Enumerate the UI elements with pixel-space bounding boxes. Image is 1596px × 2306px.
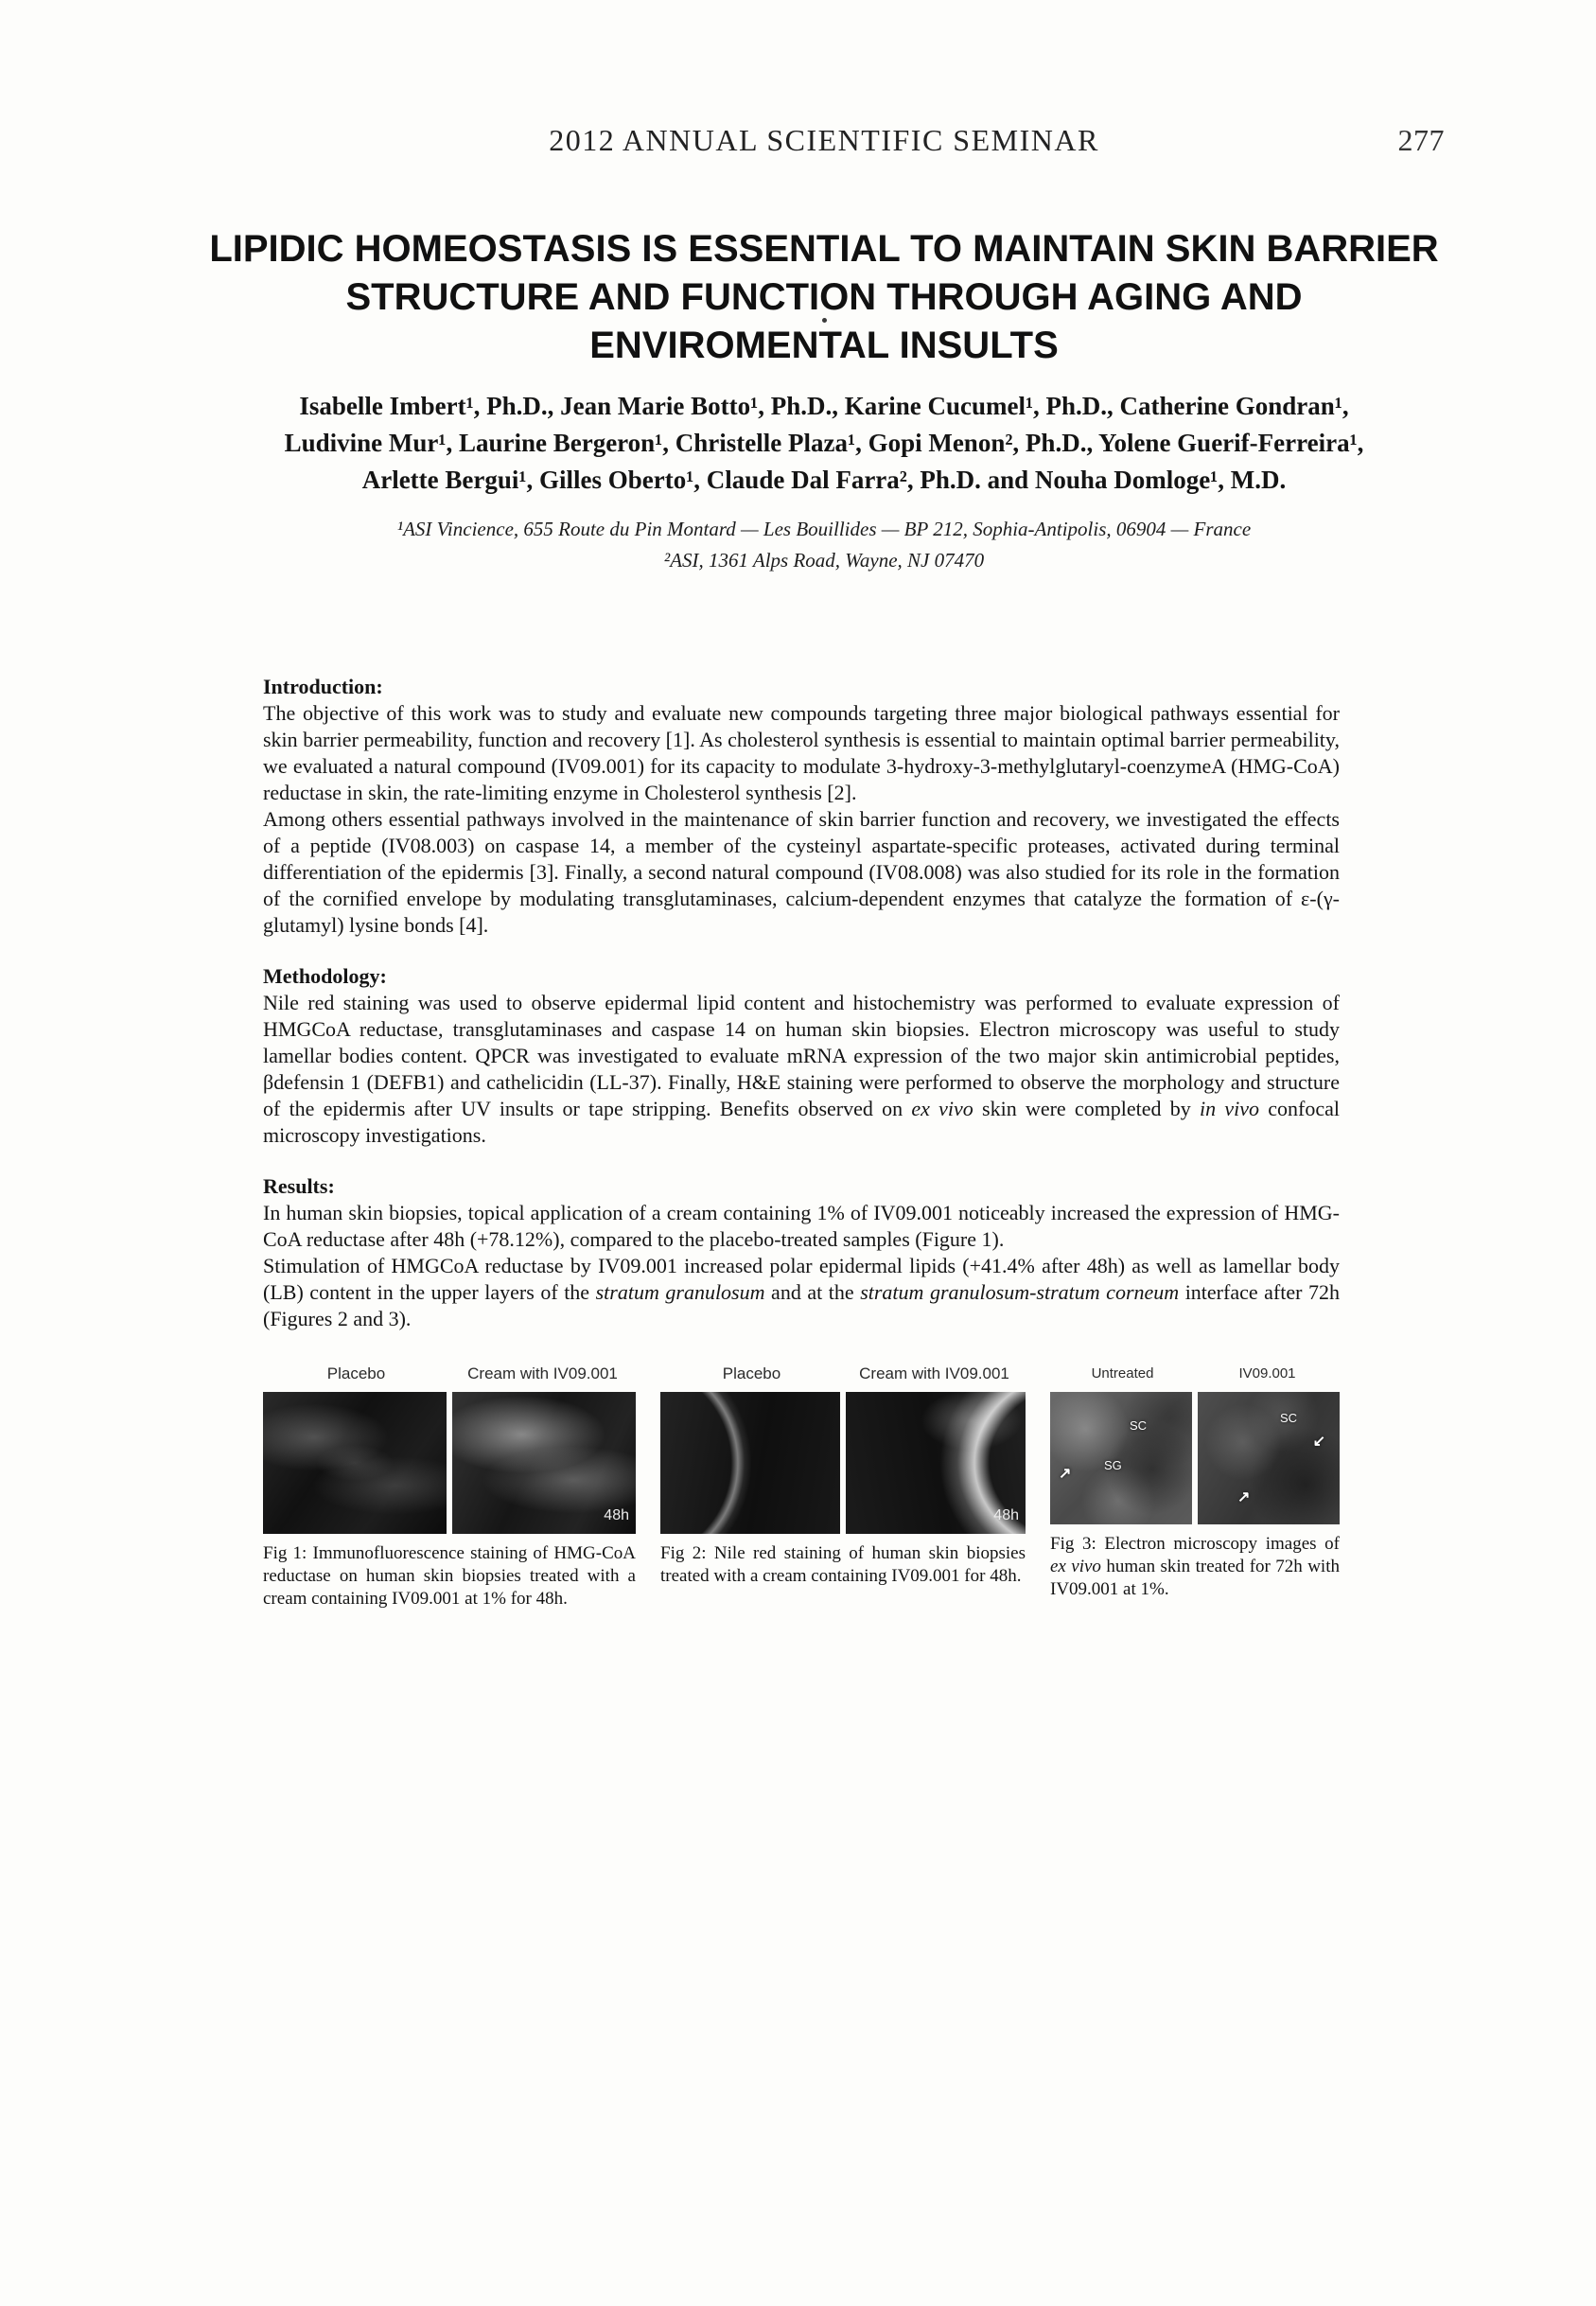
- figure-2-labels: [660, 1361, 1026, 1387]
- introduction-heading: Introduction:: [263, 675, 383, 698]
- annotation-arrow-icon: ↗: [1237, 1489, 1251, 1505]
- section-results: [263, 1173, 1340, 1332]
- figure-2: [660, 1361, 1026, 1588]
- figure-1-placebo-micrograph: [263, 1392, 447, 1534]
- introduction-paragraph-1: The objective of this work was to study and evaluate new compounds targeting three major biological pathways essential for skin barrier permeability, function and recovery [1]. As cholesterol synthesis is essential to maintain optimal barrier permeability, we evaluated a natural compound (IV09.001) for its capacity to modulate 3-hydroxy-3-methylglutaryl-coenzymeA (HMG-CoA) reductase in skin, the rate-limiting enzyme in Cholesterol synthesis [2].: [263, 701, 1340, 804]
- results-heading: Results:: [263, 1174, 335, 1198]
- section-introduction: [263, 674, 1340, 939]
- article-title-line-1: LIPIDIC HOMEOSTASIS IS ESSENTIAL TO MAINTAIN SKIN BARRIER: [209, 228, 1439, 270]
- figure-3: [1050, 1361, 1340, 1601]
- figure-1: [263, 1361, 636, 1611]
- methodology-paragraph-1: Nile red staining was used to observe epidermal lipid content and histochemistry was performed to evaluate expression of HMGCoA reductase, transglutaminases and caspase 14 on human skin biopsies. Electron microscopy was useful to study lamellar bodies content. QPCR was investigated to evaluate mRNA expression of the two major skin antimicrobial peptides, βdefensin 1 (DEFB1) and cathelicidin (LL-37). Finally, H&E staining were performed to observe the morphology and structure of the epidermis after UV insults or tape stripping. Benefits observed on ex vivo skin were completed by in vivo confocal microscopy investigations.: [263, 991, 1341, 1147]
- figure-1-images: [263, 1392, 636, 1534]
- running-head: [203, 123, 1445, 158]
- affiliation-2: ²ASI, 1361 Alps Road, Wayne, NJ 07470: [663, 549, 985, 572]
- figure-1-caption: Fig 1: Immunofluorescence staining of HMG-CoA reductase on human skin biopsies treated with a cream containing IV09.001 at 1% for 48h.: [263, 1543, 636, 1609]
- annotation-arrow-icon: ↗: [1059, 1465, 1072, 1482]
- results-paragraph-2: Stimulation of HMGCoA reductase by IV09.001 increased polar epidermal lipids (+41.4% after 48h) as well as lamellar body (LB) content in the upper layers of the stratum granulosum and at the stratum granulosum-stratum corneum interface after 72h (Figures 2 and 3).: [263, 1254, 1340, 1330]
- sc-annotation: SC: [1280, 1411, 1298, 1425]
- running-head-title: 2012 ANNUAL SCIENTIFIC SEMINAR: [549, 123, 1099, 157]
- introduction-paragraph-2: Among others essential pathways involved in the maintenance of skin barrier function and recovery, we investigated the effects of a peptide (IV08.003) on caspase 14, a member of the cysteinyl aspartate-specific proteases, activated during terminal differentiation of the epidermis [3]. Finally, a second natural compound (IV08.008) was also studied for its role in the formation of the cornified envelope by modulating transglutaminases, calcium-dependent enzymes that catalyze the formation of ε-(γ-glutamyl) lysine bonds [4].: [263, 807, 1340, 937]
- figure-3-label-treated: IV09.001: [1238, 1365, 1296, 1382]
- figure-1-label-placebo: Placebo: [326, 1364, 386, 1382]
- figure-2-label-treated: Cream with IV09.001: [859, 1364, 1009, 1382]
- figure-3-treated-micrograph: [1198, 1392, 1340, 1524]
- page-number: 277: [1397, 123, 1445, 157]
- author-line-3: Arlette Bergui¹, Gilles Oberto¹, Claude Dal Farra², Ph.D. and Nouha Domloge¹, M.D.: [361, 466, 1287, 494]
- figure-3-label-untreated: Untreated: [1091, 1365, 1154, 1382]
- figure-2-images: [660, 1392, 1026, 1534]
- figures-row: [263, 1361, 1340, 1611]
- figure-3-untreated-micrograph: [1050, 1392, 1192, 1524]
- time-label-48h: 48h: [604, 1507, 629, 1523]
- methodology-heading: Methodology:: [263, 964, 387, 988]
- author-line-2: Ludivine Mur¹, Laurine Bergeron¹, Christelle Plaza¹, Gopi Menon², Ph.D., Yolene Guerif-Ferreira¹,: [284, 429, 1364, 457]
- article-body: [263, 674, 1340, 1611]
- sg-annotation: SG: [1104, 1458, 1122, 1473]
- section-methodology: [263, 963, 1340, 1149]
- figure-1-treated-micrograph: [452, 1392, 636, 1534]
- sc-annotation: SC: [1130, 1418, 1148, 1434]
- affiliation-1: ¹ASI Vincience, 655 Route du Pin Montard — Les Bouillides — BP 212, Sophia-Antipolis, 06904 — France: [396, 518, 1252, 540]
- figure-3-caption: Fig 3: Electron microscopy images of ex vivo human skin treated for 72h with IV09.001 at 1%.: [1050, 1534, 1340, 1599]
- article-title-line-2: STRUCTURE AND FUNCTION THROUGH AGING AND: [345, 276, 1303, 318]
- figure-3-labels: [1050, 1361, 1340, 1387]
- figure-1-label-treated: Cream with IV09.001: [467, 1364, 618, 1382]
- figure-2-placebo-micrograph: [660, 1392, 840, 1534]
- article-title-line-3: ENVIROMENTAL INSULTS: [589, 325, 1059, 366]
- figure-1-labels: [263, 1361, 636, 1387]
- figure-2-treated-micrograph: [846, 1392, 1026, 1534]
- time-label-48h: 48h: [993, 1507, 1019, 1523]
- scan-artifact-dot: [822, 318, 827, 323]
- article-title: [178, 225, 1470, 370]
- results-paragraph-1: In human skin biopsies, topical application of a cream containing 1% of IV09.001 noticeably increased the expression of HMG-CoA reductase after 48h (+78.12%), compared to the placebo-treated samples (Figure 1).: [263, 1201, 1340, 1251]
- figure-3-images: [1050, 1392, 1340, 1524]
- affiliations: [203, 514, 1445, 576]
- author-list: [178, 388, 1470, 499]
- figure-2-caption: Fig 2: Nile red staining of human skin biopsies treated with a cream containing IV09.001 for 48h.: [660, 1543, 1026, 1586]
- author-line-1: Isabelle Imbert¹, Ph.D., Jean Marie Botto¹, Ph.D., Karine Cucumel¹, Ph.D., Catherine Gondran¹,: [299, 392, 1349, 420]
- figure-2-label-placebo: Placebo: [722, 1364, 781, 1382]
- annotation-arrow-icon: ↙: [1312, 1434, 1325, 1451]
